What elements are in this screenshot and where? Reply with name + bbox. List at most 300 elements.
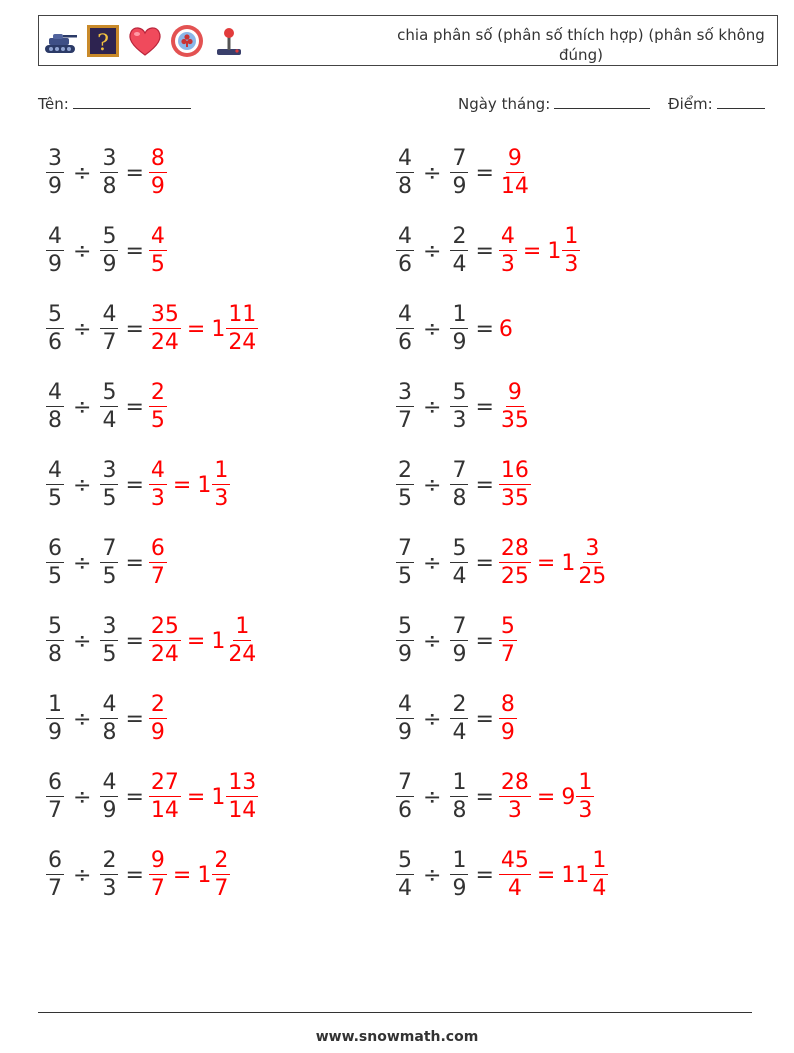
divide-sign: ÷ [423, 316, 442, 342]
name-blank [73, 94, 191, 109]
answer-fraction-denominator: 9 [150, 174, 165, 199]
answer [149, 304, 258, 354]
answer-fraction-numerator: 28 [500, 770, 529, 795]
header-icons [43, 23, 247, 59]
divisor-fraction [100, 616, 118, 666]
problem-row [396, 608, 517, 674]
answer-fraction-denominator: 5 [150, 252, 165, 277]
answer-fraction-denominator: 14 [150, 798, 179, 823]
divisor-fraction-denominator: 8 [102, 174, 117, 199]
mixed-numerator: 1 [214, 458, 229, 483]
problem-row [396, 452, 531, 518]
divide-sign: ÷ [423, 160, 442, 186]
dividend-fraction-denominator: 9 [48, 252, 62, 277]
divisor-fraction-numerator: 7 [452, 458, 467, 483]
mixed-denominator: 25 [578, 564, 607, 589]
answer-fraction [499, 226, 517, 276]
divisor-fraction-numerator: 4 [102, 770, 117, 795]
divide-sign: ÷ [423, 394, 442, 420]
answer-fraction-numerator: 4 [150, 224, 165, 249]
divisor-fraction-numerator: 4 [102, 302, 117, 327]
score-field [668, 94, 765, 113]
equals-sign: = [186, 784, 206, 810]
divisor-fraction-denominator: 5 [102, 486, 117, 511]
answer-whole-number: 6 [498, 316, 513, 342]
answer-fraction [149, 538, 167, 588]
answer-fraction-numerator: 9 [507, 146, 522, 171]
answer [149, 148, 167, 198]
answer-fraction [149, 850, 167, 900]
divisor-fraction-numerator: 7 [102, 536, 117, 561]
equals-sign: = [475, 160, 494, 186]
footer-url: www.snowmath.com [315, 1029, 479, 1045]
worksheet-title: chia phân số (phân số thích hợp) (phân số không đúng) [397, 26, 765, 64]
mixed-fraction-part [226, 772, 258, 822]
dividend-fraction-numerator: 6 [48, 536, 62, 561]
problem-row [396, 764, 594, 830]
mixed-whole-part: 1 [211, 628, 226, 654]
equals-sign: = [125, 862, 144, 888]
dividend-fraction-denominator: 5 [398, 486, 412, 511]
divisor-fraction-numerator: 7 [452, 614, 467, 639]
divide-sign: ÷ [73, 316, 92, 342]
dividend-fraction [396, 616, 414, 666]
divisor-fraction [450, 616, 468, 666]
answer-fraction-numerator: 16 [500, 458, 529, 483]
mixed-whole-part: 1 [547, 238, 562, 264]
mixed-whole-part: 9 [561, 784, 576, 810]
answer-fraction-numerator: 2 [150, 380, 165, 405]
dividend-fraction-denominator: 9 [48, 174, 62, 199]
equals-sign: = [125, 472, 144, 498]
name-label: Tên: [38, 95, 69, 113]
answer-fraction-numerator: 9 [150, 848, 165, 873]
dividend-fraction-numerator: 3 [48, 146, 62, 171]
equals-sign: = [475, 316, 494, 342]
dividend-fraction [396, 148, 414, 198]
divisor-fraction [450, 148, 468, 198]
equals-sign: = [186, 316, 206, 342]
equals-sign: = [475, 472, 494, 498]
dividend-fraction [396, 694, 414, 744]
divisor-fraction [450, 304, 468, 354]
divide-sign: ÷ [73, 862, 92, 888]
answer-fraction-denominator: 25 [500, 564, 529, 589]
equals-sign: = [125, 550, 144, 576]
divisor-fraction [450, 850, 468, 900]
equals-sign: = [125, 238, 144, 264]
answer-fraction-numerator: 35 [150, 302, 179, 327]
answer-fraction-denominator: 14 [500, 174, 529, 199]
divide-sign: ÷ [73, 784, 92, 810]
answer-fraction-numerator: 9 [507, 380, 522, 405]
dividend-fraction-numerator: 7 [398, 770, 412, 795]
equals-sign: = [536, 862, 556, 888]
answer-fraction-denominator: 4 [507, 876, 522, 901]
divide-sign: ÷ [423, 706, 442, 732]
divisor-fraction [100, 382, 118, 432]
dividend-fraction [396, 304, 414, 354]
answer-fraction-denominator: 3 [150, 486, 165, 511]
divisor-fraction-numerator: 3 [102, 458, 117, 483]
problem-row [46, 374, 167, 440]
equals-sign: = [475, 550, 494, 576]
divisor-fraction-denominator: 9 [452, 876, 467, 901]
dividend-fraction [396, 538, 414, 588]
divisor-fraction-numerator: 2 [452, 224, 467, 249]
equals-sign: = [475, 862, 494, 888]
dividend-fraction [46, 850, 64, 900]
divisor-fraction-numerator: 7 [452, 146, 467, 171]
answer-fraction-numerator: 5 [500, 614, 515, 639]
mixed-numerator: 13 [228, 770, 257, 795]
answer-fraction [499, 382, 531, 432]
dividend-fraction [46, 460, 64, 510]
dividend-fraction-denominator: 8 [48, 408, 62, 433]
equals-sign: = [125, 394, 144, 420]
mixed-denominator: 3 [578, 798, 593, 823]
divisor-fraction-numerator: 1 [452, 302, 467, 327]
divisor-fraction-denominator: 9 [452, 330, 467, 355]
answer-fraction [499, 850, 531, 900]
answer [499, 538, 608, 588]
divide-sign: ÷ [73, 550, 92, 576]
answer [149, 538, 167, 588]
dividend-fraction [396, 850, 414, 900]
dividend-fraction-denominator: 7 [48, 798, 62, 823]
mixed-numerator: 1 [578, 770, 593, 795]
dividend-fraction-numerator: 5 [398, 614, 412, 639]
divisor-fraction-denominator: 3 [452, 408, 467, 433]
mixed-whole-part: 1 [561, 550, 576, 576]
equals-sign: = [475, 238, 494, 264]
divisor-fraction [450, 460, 468, 510]
divisor-fraction [100, 226, 118, 276]
answer-fraction-numerator: 4 [150, 458, 165, 483]
problem-row [46, 296, 258, 362]
equals-sign: = [475, 784, 494, 810]
mixed-whole-part: 1 [211, 316, 226, 342]
answer-fraction [499, 148, 531, 198]
dividend-fraction-denominator: 5 [48, 486, 62, 511]
divisor-fraction [100, 460, 118, 510]
divisor-fraction-denominator: 9 [452, 174, 467, 199]
answer-fraction [149, 226, 167, 276]
mixed-whole-part: 11 [561, 862, 590, 888]
divisor-fraction [450, 694, 468, 744]
divisor-fraction-numerator: 4 [102, 692, 117, 717]
answer-fraction [499, 694, 517, 744]
equals-sign: = [125, 628, 144, 654]
problem-row [46, 608, 258, 674]
answer [499, 616, 517, 666]
dividend-fraction-numerator: 4 [398, 146, 412, 171]
problem-row [46, 452, 230, 518]
answer-fraction [499, 460, 531, 510]
question-box-icon [85, 23, 121, 59]
divisor-fraction [100, 304, 118, 354]
mixed-fraction-part [576, 772, 594, 822]
answer [499, 772, 594, 822]
date-blank [554, 94, 650, 109]
divide-sign: ÷ [73, 472, 92, 498]
mixed-fraction-part [562, 226, 580, 276]
mixed-fraction-part [590, 850, 608, 900]
dividend-fraction-numerator: 6 [48, 848, 62, 873]
divisor-fraction-numerator: 2 [452, 692, 467, 717]
answer-fraction-numerator: 2 [150, 692, 165, 717]
dividend-fraction [46, 304, 64, 354]
mixed-numerator: 1 [592, 848, 607, 873]
problem-row [46, 686, 167, 752]
answer-fraction-numerator: 4 [500, 224, 515, 249]
dividend-fraction [46, 538, 64, 588]
divisor-fraction-numerator: 1 [452, 848, 467, 873]
mixed-numerator: 1 [235, 614, 250, 639]
dividend-fraction-denominator: 9 [398, 720, 412, 745]
divisor-fraction [100, 850, 118, 900]
dividend-fraction [46, 148, 64, 198]
answer-fraction-denominator: 7 [150, 876, 165, 901]
problem-row [396, 140, 531, 206]
divisor-fraction-numerator: 5 [102, 224, 117, 249]
answer-fraction-numerator: 8 [150, 146, 165, 171]
dividend-fraction-numerator: 3 [398, 380, 412, 405]
answer-fraction-denominator: 24 [150, 642, 179, 667]
equals-sign: = [522, 238, 542, 264]
answer-fraction-numerator: 45 [500, 848, 529, 873]
divisor-fraction [100, 148, 118, 198]
dividend-fraction-denominator: 9 [48, 720, 62, 745]
answer [499, 317, 514, 342]
answer [149, 460, 230, 510]
divide-sign: ÷ [423, 784, 442, 810]
answer [149, 226, 167, 276]
answer-fraction [499, 538, 531, 588]
dividend-fraction-denominator: 7 [48, 876, 62, 901]
divisor-fraction-denominator: 8 [452, 486, 467, 511]
divide-sign: ÷ [73, 394, 92, 420]
score-blank [717, 94, 765, 109]
answer [499, 382, 531, 432]
divisor-fraction-denominator: 7 [102, 330, 117, 355]
equals-sign: = [536, 550, 556, 576]
dividend-fraction-numerator: 5 [48, 614, 62, 639]
answer-fraction-denominator: 24 [150, 330, 179, 355]
answer-fraction-denominator: 3 [507, 798, 522, 823]
mixed-fraction-part [576, 538, 608, 588]
mixed-numerator: 3 [585, 536, 600, 561]
divide-sign: ÷ [73, 238, 92, 264]
answer [149, 850, 230, 900]
answer [499, 226, 580, 276]
answer-fraction-numerator: 28 [500, 536, 529, 561]
name-field [38, 94, 191, 113]
poker-chip-icon [169, 23, 205, 59]
problem-row [396, 686, 517, 752]
divisor-fraction [450, 538, 468, 588]
answer [499, 148, 531, 198]
dividend-fraction-numerator: 4 [398, 224, 412, 249]
divide-sign: ÷ [423, 628, 442, 654]
answer-fraction-numerator: 6 [150, 536, 165, 561]
divisor-fraction-denominator: 9 [102, 252, 117, 277]
mixed-fraction-part [212, 460, 230, 510]
answer-fraction [499, 772, 531, 822]
divisor-fraction [100, 772, 118, 822]
svg-text:?: ? [97, 31, 109, 56]
answer [149, 382, 167, 432]
answer-fraction-numerator: 8 [500, 692, 515, 717]
problem-row [46, 218, 167, 284]
divisor-fraction [100, 694, 118, 744]
problem-row [396, 296, 514, 362]
equals-sign: = [475, 706, 494, 732]
answer [499, 694, 517, 744]
dividend-fraction [396, 772, 414, 822]
answer [149, 616, 258, 666]
equals-sign: = [475, 394, 494, 420]
dividend-fraction [396, 226, 414, 276]
answer [149, 772, 258, 822]
divisor-fraction-denominator: 4 [452, 252, 467, 277]
answer-fraction-denominator: 3 [500, 252, 515, 277]
answer-fraction-denominator: 9 [500, 720, 515, 745]
answer-fraction [149, 304, 181, 354]
dividend-fraction-numerator: 4 [48, 380, 62, 405]
mixed-whole-part: 1 [197, 862, 212, 888]
equals-sign: = [186, 628, 206, 654]
heart-icon [127, 23, 163, 59]
mixed-fraction-part [226, 616, 258, 666]
dividend-fraction [46, 226, 64, 276]
mixed-denominator: 3 [564, 252, 579, 277]
divisor-fraction-numerator: 5 [452, 380, 467, 405]
mixed-whole-part: 1 [211, 784, 226, 810]
score-label: Điểm: [668, 95, 713, 113]
answer-fraction [149, 694, 167, 744]
equals-sign: = [536, 784, 556, 810]
mixed-numerator: 2 [214, 848, 229, 873]
answer-fraction [149, 772, 181, 822]
divide-sign: ÷ [73, 160, 92, 186]
dividend-fraction-numerator: 4 [48, 458, 62, 483]
divisor-fraction-denominator: 9 [452, 642, 467, 667]
dividend-fraction-denominator: 4 [398, 876, 412, 901]
date-field [458, 94, 650, 113]
divide-sign: ÷ [423, 472, 442, 498]
divisor-fraction-denominator: 4 [452, 720, 467, 745]
dividend-fraction-numerator: 5 [48, 302, 62, 327]
problem-row [396, 218, 580, 284]
equals-sign: = [125, 316, 144, 342]
answer-fraction-denominator: 35 [500, 486, 529, 511]
dividend-fraction-denominator: 6 [398, 798, 412, 823]
dividend-fraction-denominator: 8 [398, 174, 412, 199]
divisor-fraction-numerator: 5 [452, 536, 467, 561]
divisor-fraction-denominator: 4 [102, 408, 117, 433]
equals-sign: = [125, 160, 144, 186]
dividend-fraction-denominator: 6 [398, 252, 412, 277]
answer-fraction-denominator: 5 [150, 408, 165, 433]
answer-fraction [149, 460, 167, 510]
divisor-fraction-numerator: 1 [452, 770, 467, 795]
divisor-fraction-denominator: 8 [452, 798, 467, 823]
problem-row [46, 842, 230, 908]
divisor-fraction-denominator: 5 [102, 564, 117, 589]
divide-sign: ÷ [73, 706, 92, 732]
dividend-fraction [46, 382, 64, 432]
divisor-fraction-numerator: 5 [102, 380, 117, 405]
divisor-fraction-numerator: 3 [102, 614, 117, 639]
dividend-fraction [396, 460, 414, 510]
dividend-fraction-denominator: 8 [48, 642, 62, 667]
dividend-fraction-numerator: 5 [398, 848, 412, 873]
mixed-denominator: 4 [592, 876, 607, 901]
answer-fraction [149, 382, 167, 432]
answer [499, 460, 531, 510]
answer-fraction-denominator: 9 [150, 720, 165, 745]
dividend-fraction [396, 382, 414, 432]
divisor-fraction-numerator: 2 [102, 848, 117, 873]
mixed-numerator: 11 [228, 302, 257, 327]
divide-sign: ÷ [423, 550, 442, 576]
dividend-fraction-numerator: 1 [48, 692, 62, 717]
dividend-fraction-numerator: 4 [48, 224, 62, 249]
answer-fraction-numerator: 27 [150, 770, 179, 795]
date-label: Ngày tháng: [458, 95, 551, 113]
problem-row [46, 764, 258, 830]
equals-sign: = [475, 628, 494, 654]
answer-fraction-denominator: 35 [500, 408, 529, 433]
divisor-fraction-denominator: 9 [102, 798, 117, 823]
divide-sign: ÷ [423, 862, 442, 888]
dividend-fraction-numerator: 2 [398, 458, 412, 483]
divisor-fraction [450, 382, 468, 432]
worksheet-header [38, 15, 778, 66]
mixed-fraction-part [212, 850, 230, 900]
divide-sign: ÷ [73, 628, 92, 654]
dividend-fraction-denominator: 5 [398, 564, 412, 589]
mixed-fraction-part [226, 304, 258, 354]
mixed-denominator: 3 [214, 486, 229, 511]
dividend-fraction [46, 616, 64, 666]
equals-sign: = [172, 472, 192, 498]
divisor-fraction-numerator: 3 [102, 146, 117, 171]
divisor-fraction-denominator: 3 [102, 876, 117, 901]
mixed-numerator: 1 [564, 224, 579, 249]
equals-sign: = [125, 706, 144, 732]
mixed-whole-part: 1 [197, 472, 212, 498]
dividend-fraction [46, 772, 64, 822]
divisor-fraction-denominator: 4 [452, 564, 467, 589]
answer-fraction-denominator: 7 [500, 642, 515, 667]
divisor-fraction [450, 772, 468, 822]
problem-row [396, 374, 531, 440]
dividend-fraction [46, 694, 64, 744]
answer [149, 694, 167, 744]
dividend-fraction-numerator: 4 [398, 692, 412, 717]
answer-fraction [149, 616, 181, 666]
dividend-fraction-denominator: 6 [398, 330, 412, 355]
answer-fraction-numerator: 25 [150, 614, 179, 639]
dividend-fraction-numerator: 4 [398, 302, 412, 327]
problem-row [396, 842, 608, 908]
divisor-fraction-denominator: 5 [102, 642, 117, 667]
dividend-fraction-numerator: 7 [398, 536, 412, 561]
mixed-denominator: 7 [214, 876, 229, 901]
answer [499, 850, 608, 900]
